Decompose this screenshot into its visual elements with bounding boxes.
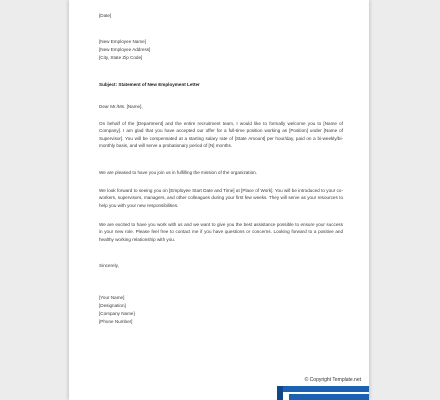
copyright-icon: © (304, 377, 309, 383)
signature-phone: [Phone Number] (99, 319, 133, 324)
date-field: [Date] (99, 13, 112, 18)
recipient-address: [New Employee Address] (99, 47, 151, 52)
copyright-text: Copyright Template.net (309, 377, 361, 383)
footer-brand (277, 375, 369, 400)
recipient-city: [City, State Zip Code] (99, 55, 143, 60)
paragraph-welcome: On behalf of the [Department] and the entire recruitment team, I would like to formally welcome you to [Name of Company]. I am glad that you have accepted our offer for a full-time position working as [Position] under [Name of Supervisor]. You will be compensated at a starting salary rate of [State Amount] per hour/day, paid on a bi-weekly/bi-monthly basis, and will serve a probationary period of [N] months. (99, 121, 343, 149)
paragraph-start-date: We look forward to seeing you on [Employee Start Date and Time] at [Place of Work]. You will be introduced to your co-workers, supervisors, managers, and other colleagues during your first few weeks. They will serve as your resources to help you with your new responsibilities. (99, 188, 343, 208)
letter-page (69, 0, 369, 400)
footer-stripe-accent (277, 386, 283, 400)
closing: Sincerely, (99, 263, 119, 268)
signature-name: [Your Name] (99, 295, 125, 300)
subject-line: Subject: Statement of New Employment Letter (99, 82, 200, 87)
signature-designation: [Designation] (99, 303, 126, 308)
paragraph-excited: We are excited to have you work with us and we want to give you the best assistance possible to ensure your success in your new role. Please feel free to contact me if you have questions or concerns. Looking forward to a positive and healthy working relationship with you. (99, 222, 343, 242)
recipient-name: [New Employee Name] (99, 39, 146, 44)
paragraph-pleased: We are pleased to have you join us in fulfilling the mission of the organization. (99, 170, 257, 175)
footer-stripe-top (277, 386, 369, 392)
copyright-notice (305, 377, 361, 383)
signature-company: [Company Name] (99, 311, 135, 316)
salutation: Dear Mr./Ms. [Name], (99, 104, 143, 109)
footer-stripe-bottom (289, 394, 369, 400)
